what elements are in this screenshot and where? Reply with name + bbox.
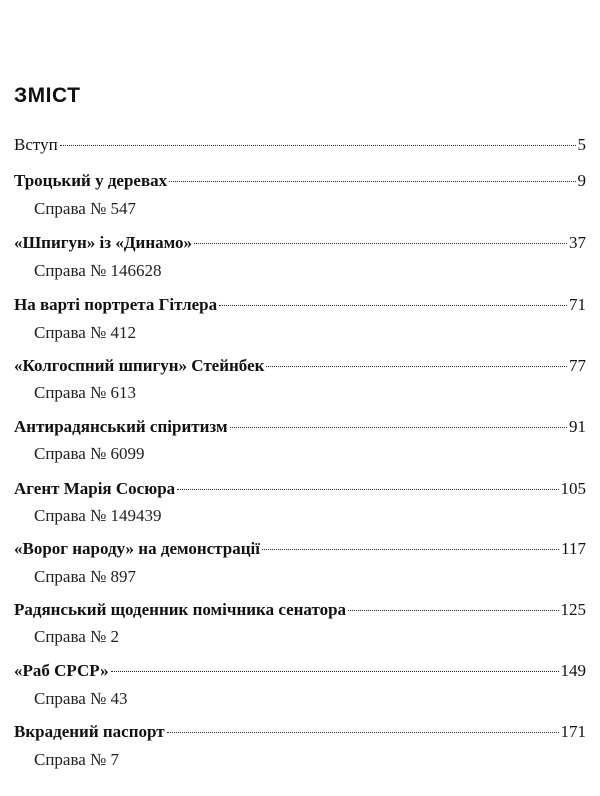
toc-entry-page: 9 [577,171,586,190]
dot-leader [60,145,576,146]
toc-entry-title: «Колгоспний шпигун» Стейнбек [14,356,265,375]
toc-entry[interactable] [14,599,586,621]
toc-heading: ЗМІСТ [14,84,81,107]
toc-entry[interactable] [14,721,586,743]
dot-leader [230,427,567,428]
toc-entry-case: Справа № 149439 [34,506,162,525]
toc-entry-page: 171 [560,722,586,741]
toc-entry-title: На варті портрета Гітлера [14,295,218,314]
dot-leader [169,181,575,182]
dot-leader [111,671,559,672]
toc-entry-page: 77 [569,356,586,375]
toc-entry-case: Справа № 7 [34,750,120,769]
toc-entry-page: 117 [561,539,586,558]
toc-entry-title: «Ворог народу» на демонстрації [14,539,260,558]
toc-entry-page: 71 [569,295,586,314]
dot-leader [348,610,558,611]
dot-leader [177,489,558,490]
toc-entry-title: Радянський щоденник помічника сенатора [14,600,347,619]
toc-entry[interactable] [14,538,586,560]
toc-entry[interactable] [14,355,586,377]
toc-entry[interactable] [14,416,586,438]
toc-entry-intro[interactable] [14,134,586,156]
toc-entry[interactable] [14,232,586,254]
toc-entry-case: Справа № 43 [34,689,128,708]
toc-entry-case: Справа № 146628 [34,261,162,280]
toc-entry-title: Троцький у деревах [14,171,168,190]
toc-entry-case: Справа № 613 [34,383,137,402]
toc-entry-case: Справа № 2 [34,627,120,646]
toc-entry-case: Справа № 897 [34,567,137,586]
toc-entry-title: Вкрадений паспорт [14,722,165,741]
dot-leader [219,305,567,306]
toc-entry-page: 149 [560,661,586,680]
toc-entry-page: 125 [560,600,586,619]
toc-entry-case: Справа № 412 [34,323,137,342]
dot-leader [266,366,567,367]
toc-entry-page: 105 [560,479,586,498]
toc-entry-page: 5 [577,135,586,154]
toc-entry[interactable] [14,660,586,682]
dot-leader [167,732,559,733]
toc-entry-title: Вступ [14,135,58,154]
toc-entry-title: Антирадянський спіритизм [14,417,228,436]
toc-entry-case: Справа № 6099 [34,444,145,463]
toc-entry-page: 37 [569,233,586,252]
toc-entry-title: Агент Марія Сосюра [14,479,176,498]
toc-entry-title: «Шпигун» із «Динамо» [14,233,192,252]
toc-entry-title: «Раб СРСР» [14,661,109,680]
toc-entry-case: Справа № 547 [34,199,137,218]
toc-entry[interactable] [14,478,586,500]
toc-entry[interactable] [14,170,586,192]
toc-entry-page: 91 [569,417,586,436]
dot-leader [194,243,567,244]
toc-entry[interactable] [14,294,586,316]
dot-leader [262,549,559,550]
